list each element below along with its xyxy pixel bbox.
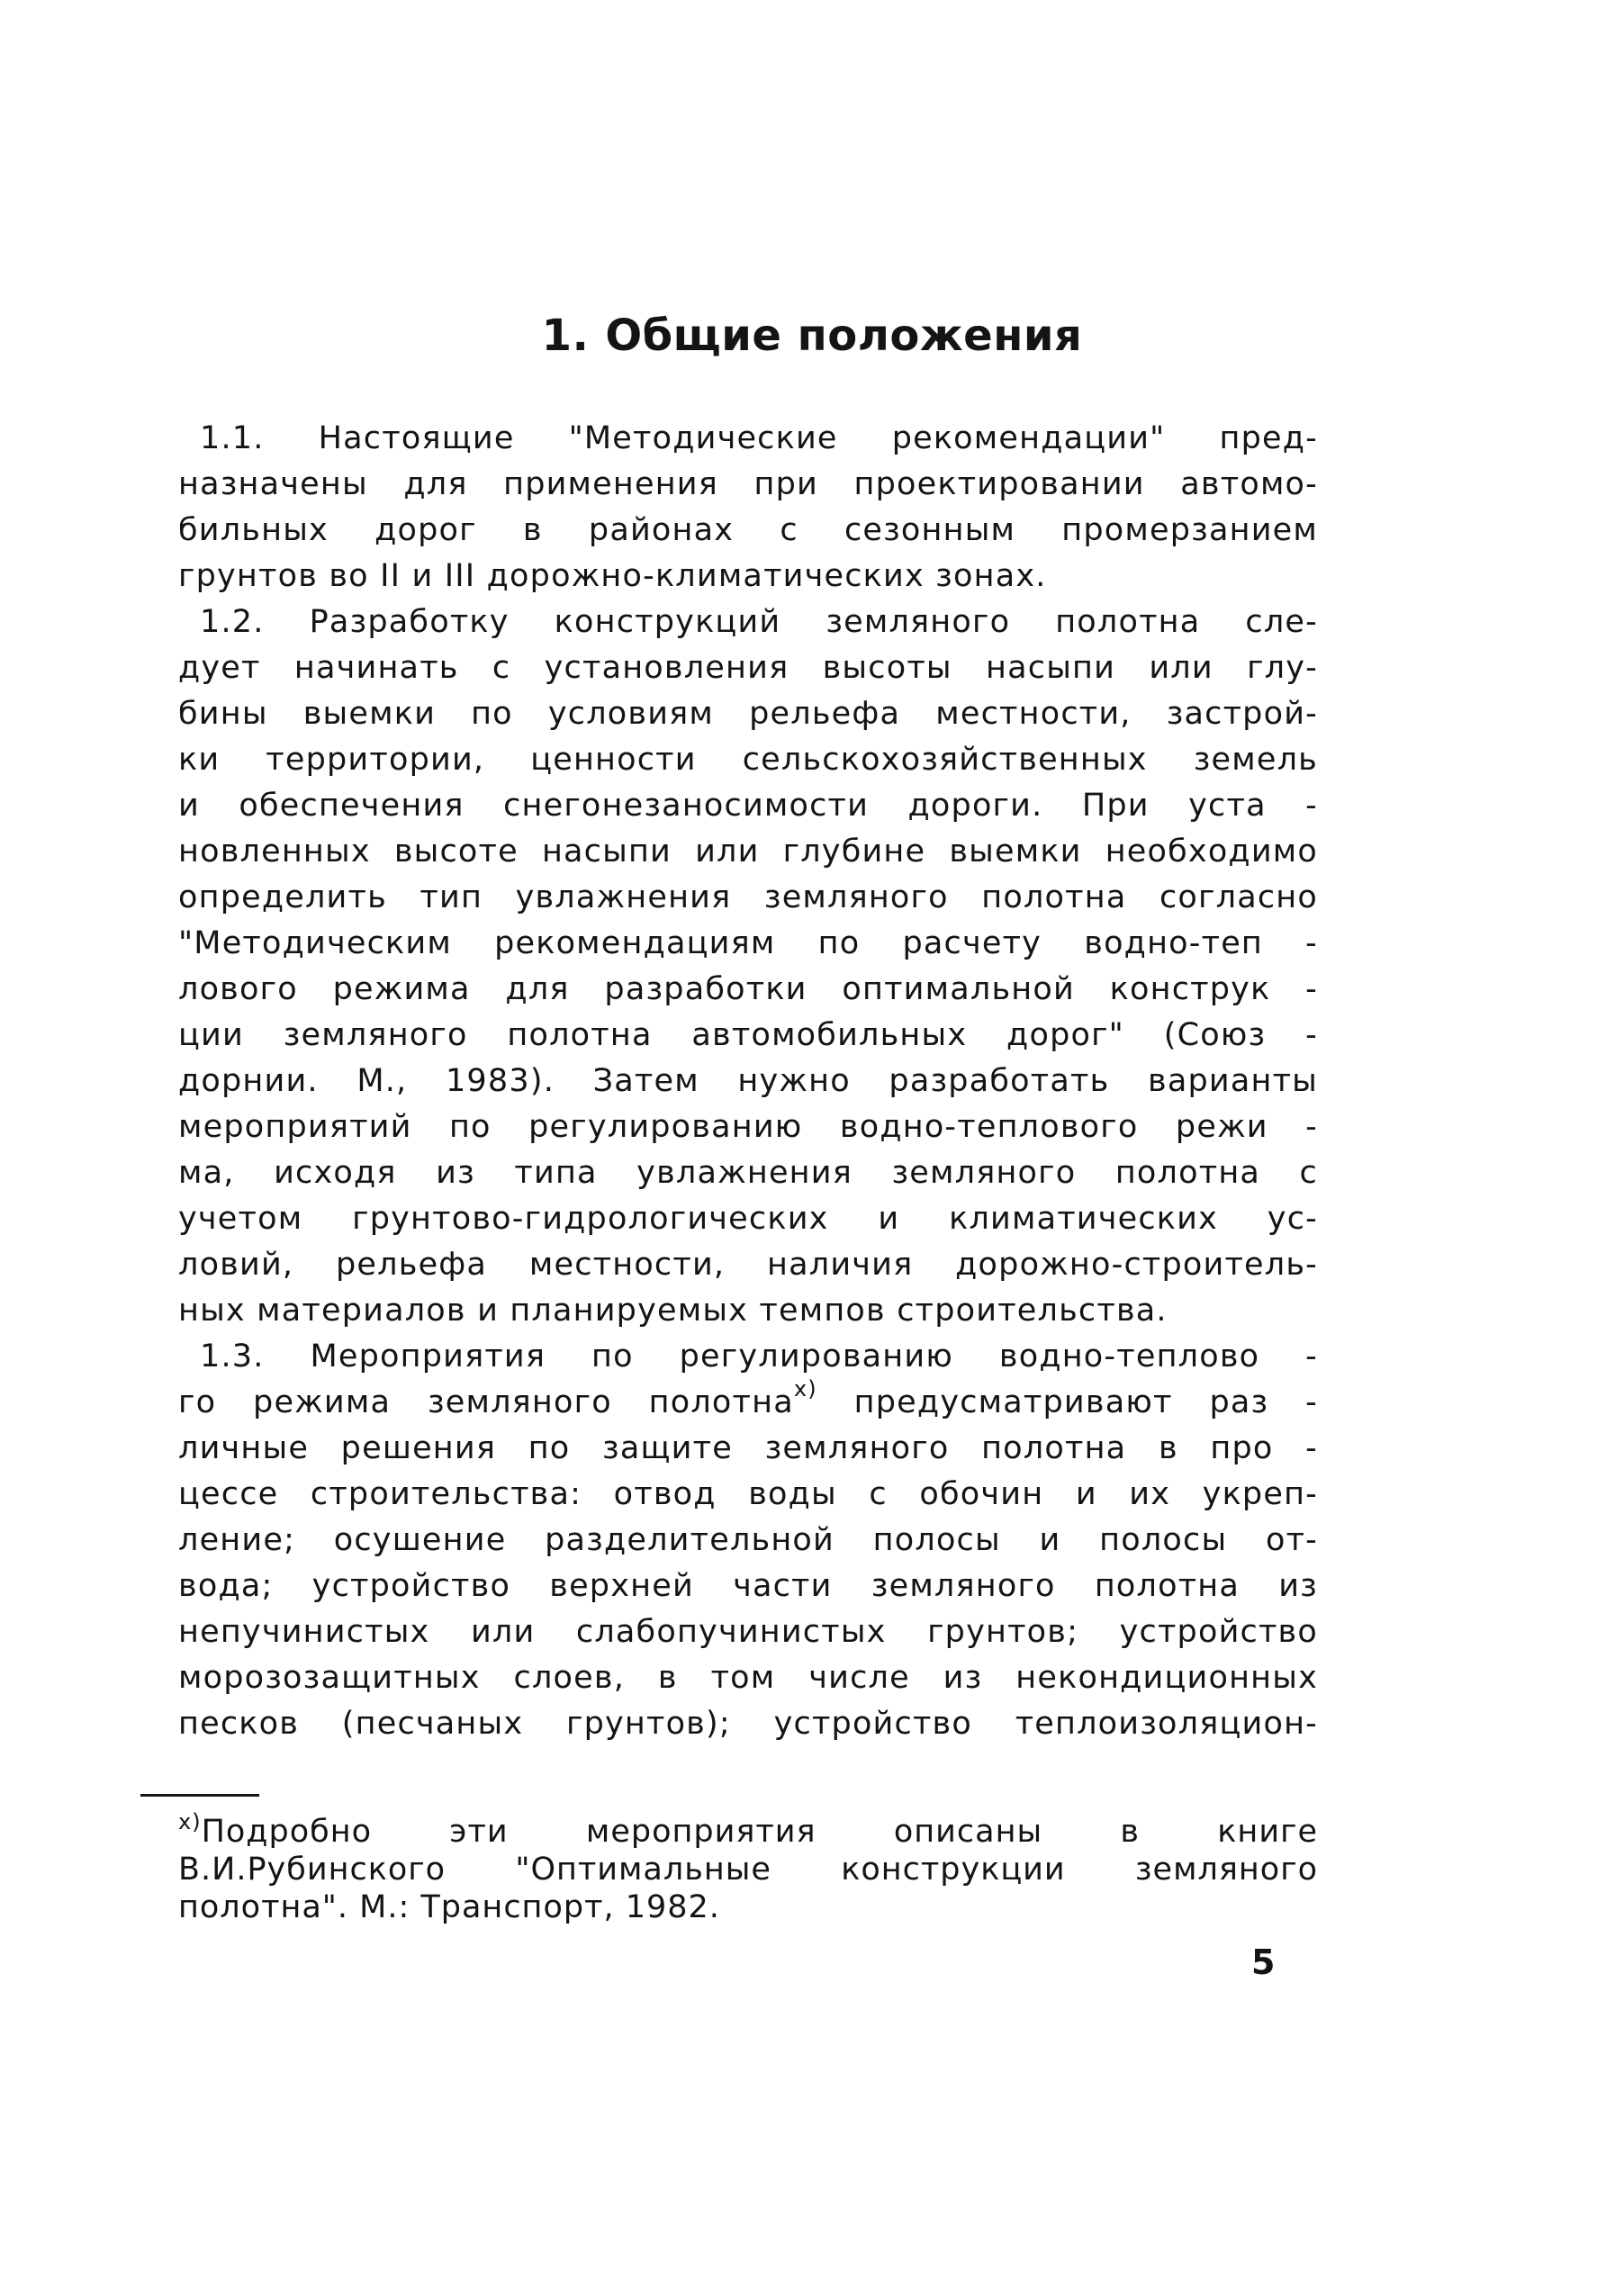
body-text — [178, 416, 1318, 1747]
paragraph-1-3-line: личные решения по защите земляного полотна в про - — [178, 1430, 1318, 1466]
paragraph-1-2-line: дорнии. М., 1983). Затем нужно разработать варианты — [178, 1063, 1318, 1099]
paragraph-1-1-line: грунтов во II и III дорожно-климатических зонах. — [178, 558, 1047, 594]
paragraph-1-3-line: морозозащитных слоев, в том числе из некондиционных — [178, 1660, 1318, 1696]
paragraph-1-3-line: ление; осушение разделительной полосы и полосы от- — [178, 1522, 1318, 1558]
footnote-text: Подробно эти мероприятия описаны в книге — [201, 1814, 1318, 1850]
paragraph-1-3-text: предусматривают раз - — [817, 1384, 1318, 1420]
paragraph-1-3-line: цессе строительства: отвод воды с обочин и их укреп- — [178, 1476, 1318, 1512]
section-heading — [0, 311, 1624, 361]
paragraph-1-2-line: учетом грунтово-гидрологических и климатических ус- — [178, 1201, 1318, 1237]
paragraph-1-2-line: ки территории, ценности сельскохозяйственных земель — [178, 742, 1318, 778]
footnote-line: В.И.Рубинского "Оптимальные конструкции земляного — [178, 1852, 1318, 1888]
page-number: 5 — [1251, 1942, 1276, 1982]
paragraph-1-2-line: ловий, рельефа местности, наличия дорожно-строитель- — [178, 1247, 1318, 1283]
paragraph-1-2-line: определить тип увлажнения земляного полотна согласно — [178, 879, 1318, 915]
paragraph-1-3-text: го режима земляного полотна — [178, 1384, 794, 1420]
paragraph-1-2-line: ных материалов и планируемых темпов строительства. — [178, 1293, 1168, 1329]
paragraph-1-2-line: новленных высоте насыпи или глубине выемки необходимо — [178, 834, 1318, 870]
paragraph-1-2-line: и обеспечения снегонезаносимости дороги. При уста - — [178, 788, 1318, 824]
paragraph-1-2-line: мероприятий по регулированию водно-теплового режи - — [178, 1109, 1318, 1145]
paragraph-1-1-line: бильных дорог в районах с сезонным промерзанием — [178, 512, 1318, 548]
paragraph-1-3-line: 1.3. Мероприятия по регулированию водно-теплово - — [200, 1338, 1318, 1374]
paragraph-1-2-line: дует начинать с установления высоты насыпи или глу- — [178, 650, 1318, 686]
footnote-line: полотна". М.: Транспорт, 1982. — [178, 1889, 720, 1925]
section-number: 1. — [541, 311, 590, 361]
paragraph-1-1-line: 1.1. Настоящие "Методические рекомендации" пред- — [200, 420, 1318, 456]
footnote-mark: x) — [178, 1809, 202, 1834]
paragraph-1-1-line: назначены для применения при проектировании автомо- — [178, 466, 1318, 502]
footnote-line — [178, 1809, 1318, 1851]
paragraph-1-3-line-with-footnote-mark — [178, 1376, 1318, 1426]
section-title: Общие положения — [605, 311, 1083, 361]
paragraph-1-2-line: "Методическим рекомендациям по расчету водно-теп - — [178, 925, 1318, 961]
paragraph-1-2-line: ма, исходя из типа увлажнения земляного полотна с — [178, 1155, 1318, 1191]
footnote-reference-mark: x) — [793, 1376, 817, 1401]
paragraph-1-2-line: лового режима для разработки оптимальной конструк - — [178, 971, 1318, 1007]
footnote — [178, 1809, 1318, 1926]
paragraph-1-3-line: песков (песчаных грунтов); устройство теплоизоляцион- — [178, 1706, 1318, 1742]
paragraph-1-3-line: вода; устройство верхней части земляного полотна из — [178, 1568, 1318, 1604]
paragraph-1-3-line: непучинистых или слабопучинистых грунтов; устройство — [178, 1614, 1318, 1650]
footnote-divider — [140, 1794, 259, 1797]
paragraph-1-2-line: ции земляного полотна автомобильных дорог" (Союз - — [178, 1017, 1318, 1053]
paragraph-1-2-line: 1.2. Разработку конструкций земляного полотна сле- — [200, 604, 1318, 640]
paragraph-1-2-line: бины выемки по условиям рельефа местности, застрой- — [178, 696, 1318, 732]
